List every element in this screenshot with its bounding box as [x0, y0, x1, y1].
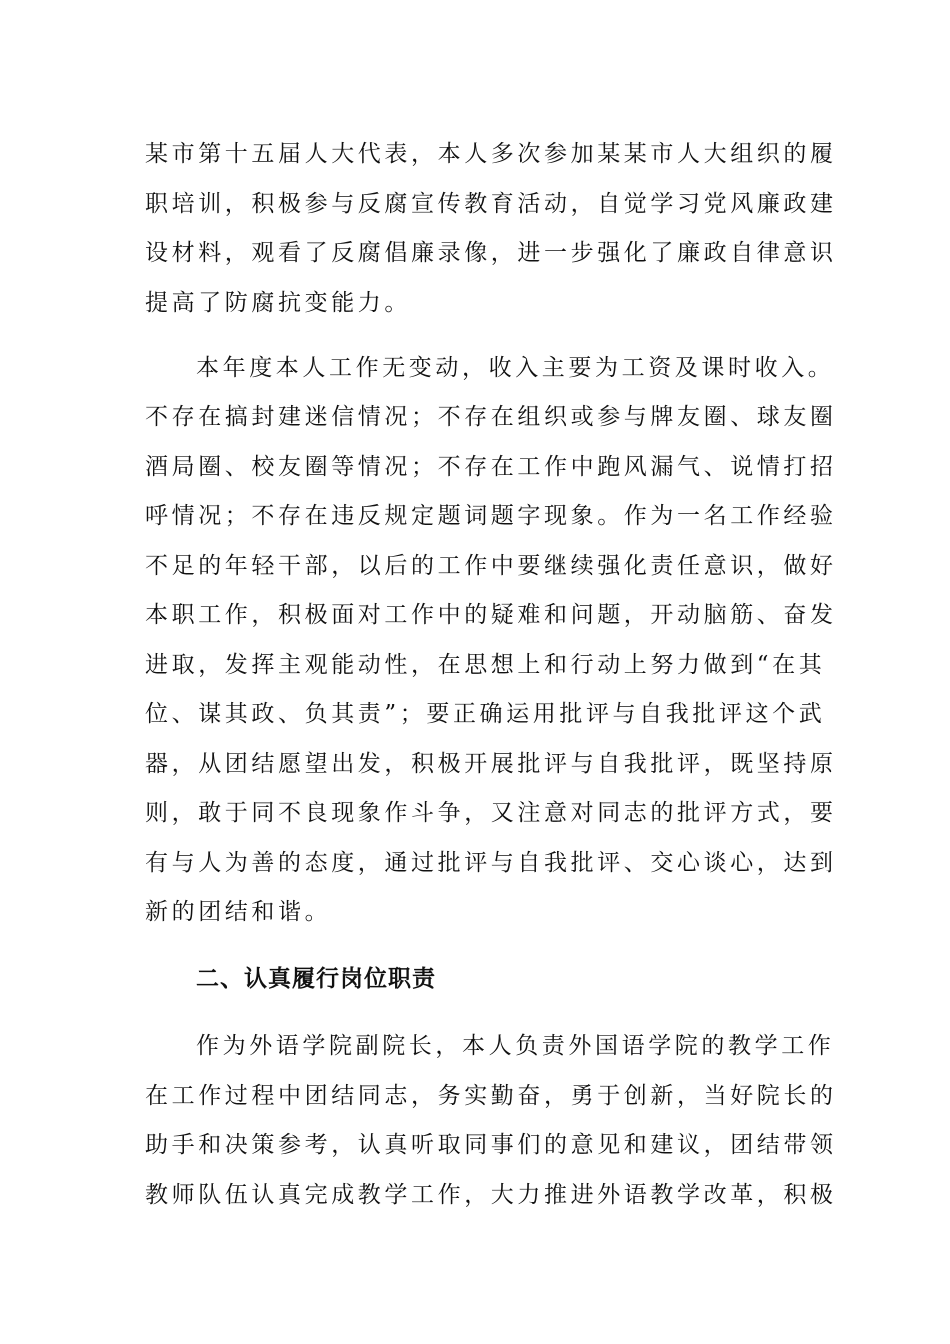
paragraph-2-line: 呼情况；不存在违反规定题词题字现象。作为一名工作经验	[145, 503, 837, 529]
paragraph-2-line: 不足的年轻干部，以后的工作中要继续强化责任意识，做好	[145, 553, 837, 579]
paragraph-1-line: 提高了防腐抗变能力。	[145, 290, 411, 316]
paragraph-3-line: 教师队伍认真完成教学工作，大力推进外语教学改革，积极	[145, 1182, 837, 1208]
paragraph-2-line: 不存在搞封建迷信情况；不存在组织或参与牌友圈、球友圈	[145, 404, 837, 430]
paragraph-3-line: 作为外语学院副院长，本人负责外国语学院的教学工作	[196, 1033, 835, 1059]
paragraph-2-line: 器，从团结愿望出发，积极开展批评与自我批评，既坚持原	[145, 751, 837, 777]
paragraph-1-line: 设材料，观看了反腐倡廉录像，进一步强化了廉政自律意识	[145, 240, 837, 266]
paragraph-2-line: 有与人为善的态度，通过批评与自我批评、交心谈心，达到	[145, 850, 837, 876]
paragraph-2-line: 则，敢于同不良现象作斗争，又注意对同志的批评方式，要	[145, 800, 837, 826]
paragraph-2-line: 本职工作，积极面对工作中的疑难和问题，开动脑筋、奋发	[145, 602, 837, 628]
paragraph-2-line: 位、谋其政、负其责”；要正确运用批评与自我批评这个武	[145, 701, 826, 727]
paragraph-1-line: 职培训，积极参与反腐宣传教育活动，自觉学习党风廉政建	[145, 191, 837, 217]
section-heading: 二、认真履行岗位职责	[196, 966, 436, 992]
paragraph-2-line: 酒局圈、校友圈等情况；不存在工作中跑风漏气、说情打招	[145, 454, 837, 480]
paragraph-2-line: 新的团结和谐。	[145, 899, 332, 925]
paragraph-3-line: 助手和决策参考，认真听取同事们的意见和建议，团结带领	[145, 1132, 837, 1158]
paragraph-3-line: 在工作过程中团结同志，务实勤奋，勇于创新，当好院长的	[145, 1083, 837, 1109]
paragraph-2-line: 进取，发挥主观能动性，在思想上和行动上努力做到“在其	[145, 652, 826, 678]
paragraph-2-line: 本年度本人工作无变动，收入主要为工资及课时收入。	[196, 355, 835, 381]
paragraph-1-line: 某市第十五届人大代表，本人多次参加某某市人大组织的履	[145, 141, 837, 167]
